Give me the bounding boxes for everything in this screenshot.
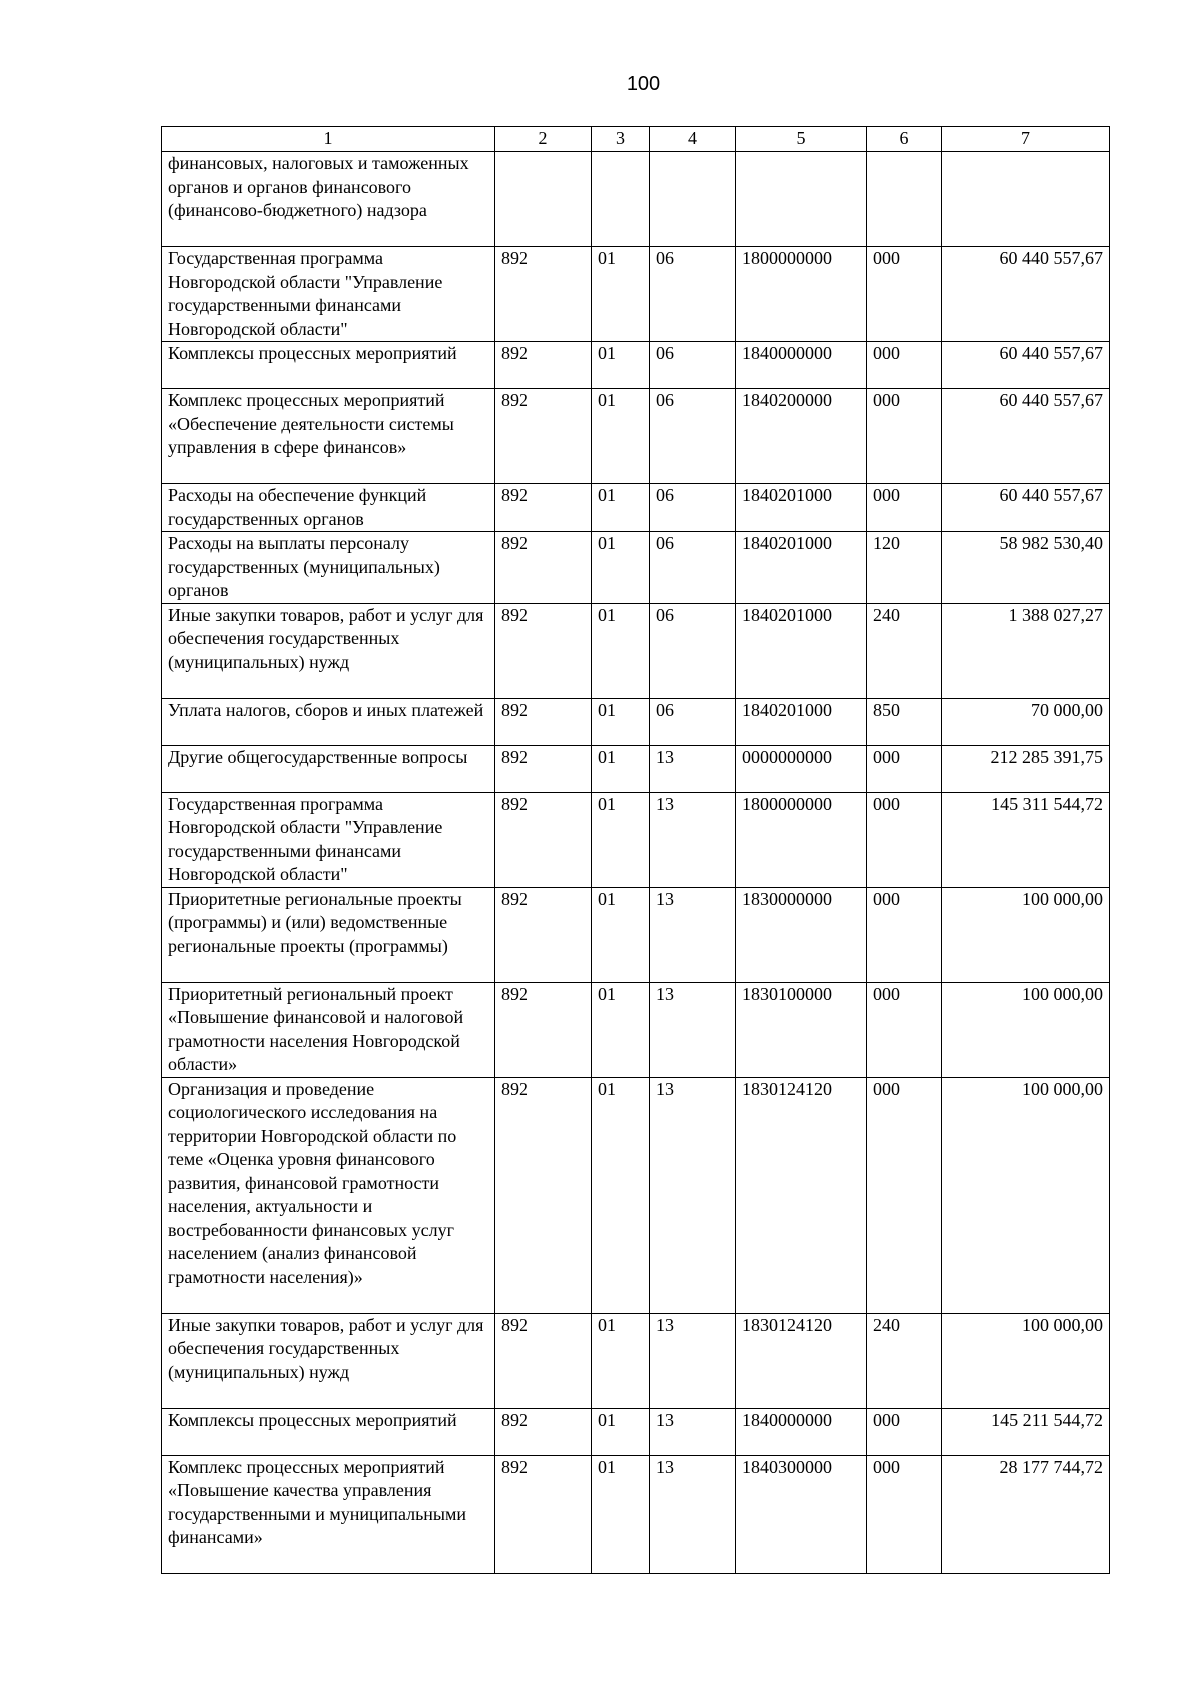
row-code-2: 892 xyxy=(495,532,592,604)
row-code-5: 1840300000 xyxy=(736,1455,867,1573)
row-code-5: 0000000000 xyxy=(736,745,867,792)
row-name: Приоритетные региональные проекты (программы) и (или) ведомственные региональные проекты (программы) xyxy=(162,887,495,982)
row-code-2: 892 xyxy=(495,698,592,745)
row-code-2: 892 xyxy=(495,1408,592,1455)
budget-table xyxy=(161,126,1110,1574)
row-code-6: 000 xyxy=(867,342,942,389)
row-amount: 60 440 557,67 xyxy=(942,342,1110,389)
row-code-4: 06 xyxy=(650,603,736,698)
row-code-5: 1840201000 xyxy=(736,603,867,698)
row-amount: 212 285 391,75 xyxy=(942,745,1110,792)
table-row xyxy=(162,1408,1110,1455)
header-cell: 5 xyxy=(736,127,867,152)
table-row xyxy=(162,152,1110,247)
row-amount: 145 311 544,72 xyxy=(942,792,1110,887)
row-code-4 xyxy=(650,152,736,247)
row-code-5: 1830000000 xyxy=(736,887,867,982)
row-amount: 1 388 027,27 xyxy=(942,603,1110,698)
table-row xyxy=(162,603,1110,698)
row-code-5: 1840000000 xyxy=(736,1408,867,1455)
row-code-4: 13 xyxy=(650,1313,736,1408)
row-code-4: 13 xyxy=(650,792,736,887)
row-amount: 70 000,00 xyxy=(942,698,1110,745)
table-row xyxy=(162,484,1110,532)
row-name: Уплата налогов, сборов и иных платежей xyxy=(162,698,495,745)
row-amount: 60 440 557,67 xyxy=(942,484,1110,532)
row-code-5: 1840201000 xyxy=(736,532,867,604)
row-code-2: 892 xyxy=(495,389,592,484)
row-code-2: 892 xyxy=(495,484,592,532)
row-code-5 xyxy=(736,152,867,247)
row-code-3: 01 xyxy=(592,484,650,532)
row-code-5: 1830124120 xyxy=(736,1077,867,1313)
row-code-6: 000 xyxy=(867,887,942,982)
row-code-3: 01 xyxy=(592,745,650,792)
row-code-5: 1800000000 xyxy=(736,792,867,887)
row-code-4: 13 xyxy=(650,1408,736,1455)
row-name: Комплекс процессных мероприятий «Обеспечение деятельности системы управления в сфере финансов» xyxy=(162,389,495,484)
header-cell: 3 xyxy=(592,127,650,152)
row-code-6: 000 xyxy=(867,389,942,484)
row-code-2: 892 xyxy=(495,1313,592,1408)
row-name: Организация и проведение социологического исследования на территории Новгородской области по теме «Оценка уровня финансового развития, финансовой грамотности населения, актуальности и востребованности финансовых услуг населением (анализ финансовой грамотности населения)» xyxy=(162,1077,495,1313)
row-code-2: 892 xyxy=(495,887,592,982)
row-code-2: 892 xyxy=(495,603,592,698)
row-code-3: 01 xyxy=(592,887,650,982)
table-row xyxy=(162,982,1110,1077)
row-name: финансовых, налоговых и таможенных органов и органов финансового (финансово-бюджетного) надзора xyxy=(162,152,495,247)
row-name: Расходы на обеспечение функций государственных органов xyxy=(162,484,495,532)
row-code-3: 01 xyxy=(592,247,650,342)
row-name: Комплексы процессных мероприятий xyxy=(162,1408,495,1455)
row-code-6: 000 xyxy=(867,484,942,532)
table-row xyxy=(162,247,1110,342)
row-code-4: 06 xyxy=(650,389,736,484)
row-code-6: 000 xyxy=(867,982,942,1077)
row-code-6: 000 xyxy=(867,247,942,342)
row-name: Комплекс процессных мероприятий «Повышение качества управления государственными и муниципальными финансами» xyxy=(162,1455,495,1573)
table-row xyxy=(162,792,1110,887)
row-name: Иные закупки товаров, работ и услуг для обеспечения государственных (муниципальных) нужд xyxy=(162,603,495,698)
row-code-3 xyxy=(592,152,650,247)
row-code-2 xyxy=(495,152,592,247)
row-code-4: 13 xyxy=(650,745,736,792)
table-body xyxy=(162,152,1110,1574)
row-code-5: 1830100000 xyxy=(736,982,867,1077)
row-name: Расходы на выплаты персоналу государственных (муниципальных) органов xyxy=(162,532,495,604)
row-amount: 58 982 530,40 xyxy=(942,532,1110,604)
row-amount: 60 440 557,67 xyxy=(942,389,1110,484)
row-code-3: 01 xyxy=(592,1408,650,1455)
row-code-3: 01 xyxy=(592,603,650,698)
table-row xyxy=(162,1313,1110,1408)
row-amount: 100 000,00 xyxy=(942,1313,1110,1408)
row-code-4: 13 xyxy=(650,1455,736,1573)
row-code-3: 01 xyxy=(592,1077,650,1313)
row-name: Иные закупки товаров, работ и услуг для обеспечения государственных (муниципальных) нужд xyxy=(162,1313,495,1408)
header-cell: 7 xyxy=(942,127,1110,152)
row-code-2: 892 xyxy=(495,1455,592,1573)
row-code-3: 01 xyxy=(592,1313,650,1408)
row-code-5: 1800000000 xyxy=(736,247,867,342)
row-name: Государственная программа Новгородской области "Управление государственными финансами Новгородской области" xyxy=(162,247,495,342)
table-row xyxy=(162,698,1110,745)
row-code-2: 892 xyxy=(495,1077,592,1313)
row-code-3: 01 xyxy=(592,1455,650,1573)
row-code-5: 1840201000 xyxy=(736,698,867,745)
table-row xyxy=(162,389,1110,484)
row-code-5: 1840000000 xyxy=(736,342,867,389)
table-row xyxy=(162,745,1110,792)
row-name: Государственная программа Новгородской области "Управление государственными финансами Новгородской области" xyxy=(162,792,495,887)
row-code-6: 000 xyxy=(867,792,942,887)
row-code-4: 13 xyxy=(650,982,736,1077)
row-code-3: 01 xyxy=(592,982,650,1077)
row-code-6: 000 xyxy=(867,1077,942,1313)
row-amount xyxy=(942,152,1110,247)
header-row xyxy=(162,127,1110,152)
row-code-2: 892 xyxy=(495,792,592,887)
header-cell: 1 xyxy=(162,127,495,152)
row-code-5: 1840201000 xyxy=(736,484,867,532)
table-row xyxy=(162,1455,1110,1573)
row-code-2: 892 xyxy=(495,342,592,389)
row-code-2: 892 xyxy=(495,982,592,1077)
row-code-6: 240 xyxy=(867,603,942,698)
row-code-4: 13 xyxy=(650,887,736,982)
row-amount: 60 440 557,67 xyxy=(942,247,1110,342)
row-code-4: 06 xyxy=(650,698,736,745)
row-code-5: 1840200000 xyxy=(736,389,867,484)
row-code-3: 01 xyxy=(592,532,650,604)
row-code-4: 06 xyxy=(650,484,736,532)
row-name: Приоритетный региональный проект «Повышение финансовой и налоговой грамотности населения Новгородской области» xyxy=(162,982,495,1077)
row-code-3: 01 xyxy=(592,342,650,389)
row-code-5: 1830124120 xyxy=(736,1313,867,1408)
table-row xyxy=(162,887,1110,982)
row-code-3: 01 xyxy=(592,389,650,484)
row-code-6: 850 xyxy=(867,698,942,745)
row-code-6: 000 xyxy=(867,745,942,792)
row-code-3: 01 xyxy=(592,792,650,887)
row-name: Комплексы процессных мероприятий xyxy=(162,342,495,389)
header-cell: 4 xyxy=(650,127,736,152)
row-code-4: 06 xyxy=(650,532,736,604)
row-amount: 28 177 744,72 xyxy=(942,1455,1110,1573)
row-name: Другие общегосударственные вопросы xyxy=(162,745,495,792)
row-amount: 145 211 544,72 xyxy=(942,1408,1110,1455)
row-code-6 xyxy=(867,152,942,247)
row-amount: 100 000,00 xyxy=(942,1077,1110,1313)
row-code-6: 000 xyxy=(867,1455,942,1573)
row-code-2: 892 xyxy=(495,745,592,792)
row-code-3: 01 xyxy=(592,698,650,745)
row-amount: 100 000,00 xyxy=(942,982,1110,1077)
page-number: 100 xyxy=(626,73,661,95)
row-code-4: 06 xyxy=(650,342,736,389)
header-cell: 6 xyxy=(867,127,942,152)
row-code-4: 13 xyxy=(650,1077,736,1313)
table-row xyxy=(162,342,1110,389)
row-code-6: 120 xyxy=(867,532,942,604)
table-row xyxy=(162,532,1110,604)
row-code-6: 240 xyxy=(867,1313,942,1408)
table-row xyxy=(162,1077,1110,1313)
row-code-6: 000 xyxy=(867,1408,942,1455)
row-amount: 100 000,00 xyxy=(942,887,1110,982)
row-code-2: 892 xyxy=(495,247,592,342)
row-code-4: 06 xyxy=(650,247,736,342)
header-cell: 2 xyxy=(495,127,592,152)
